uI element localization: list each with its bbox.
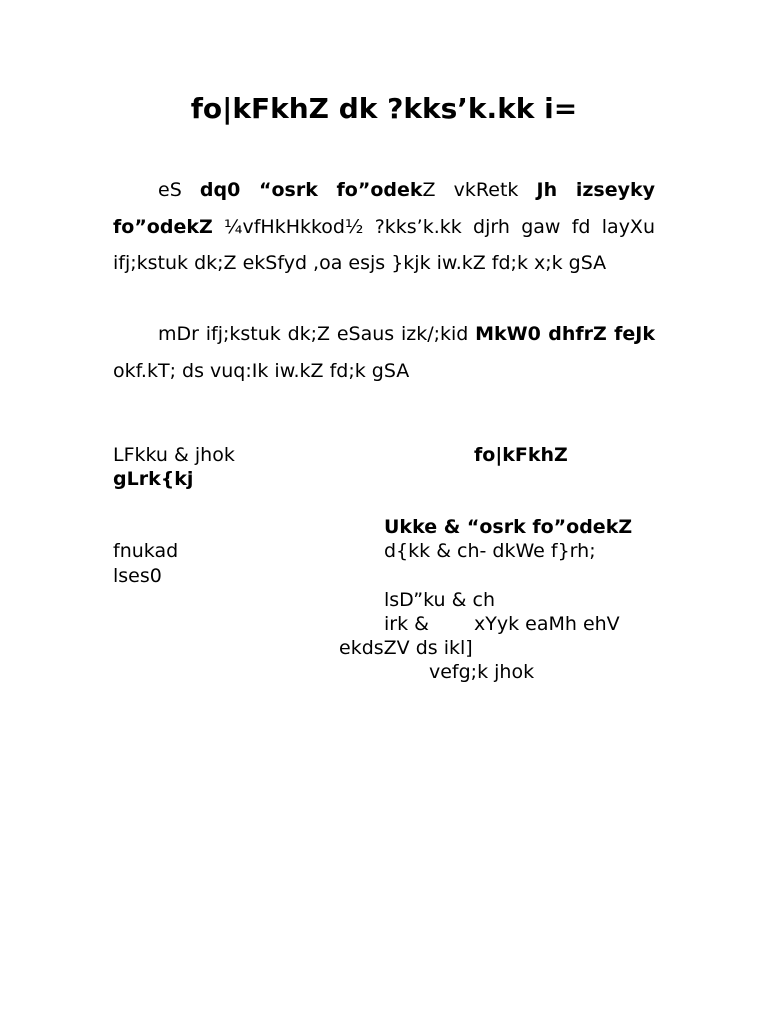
para1-bold-father-name: Jh izseyky fo”odekZ xyxy=(113,179,655,238)
para1-text-3: ¼vfHkHkkod½ ?kks’k.kk djrh gaw fd layXu ifj;kstuk dk;Z ekSfyd ,oa esjs }kjk iw.kZ fd;k x;k gSA xyxy=(113,215,655,274)
address-label: irk & xyxy=(384,613,429,635)
para2-text-1: mDr ifj;kstuk dk;Z eSaus izk/;kid xyxy=(158,323,476,345)
page-title: fo|kFkhZ dk ?kks’k.kk i= xyxy=(190,92,578,125)
seat-number-label: lses0 xyxy=(113,565,162,587)
para2-text-2: okf.kT; ds vuq:Ik iw.kZ fd;k gSA xyxy=(113,359,410,382)
address-line-2: ekdsZV ds ikl] xyxy=(339,637,473,659)
signature-label: gLrk{kj xyxy=(113,468,194,490)
place-label: LFkku & jhok xyxy=(113,444,235,466)
declaration-paragraph-2 xyxy=(113,316,655,389)
course-line: d{kk & ch- dkWe f}rh; xyxy=(384,540,596,562)
para1-bold-name: dq0 “osrk fo”odek xyxy=(199,179,423,201)
section-line: lsD”ku & ch xyxy=(384,589,495,611)
para2-bold-guide-name: MkW0 dhfrZ feJk xyxy=(475,323,655,345)
date-label: fnukad xyxy=(113,540,179,562)
submitter-label: fo|kFkhZ xyxy=(474,444,568,466)
para1-text-2: Z vkRetk xyxy=(422,179,537,201)
student-name-line: Ukke & “osrk fo”odekZ xyxy=(384,516,633,538)
para1-text-1: eS xyxy=(158,179,200,201)
address-line-3: vefg;k jhok xyxy=(429,661,535,683)
address-line-1: xYyk eaMh ehV xyxy=(474,613,620,635)
declaration-paragraph-1 xyxy=(113,172,655,282)
